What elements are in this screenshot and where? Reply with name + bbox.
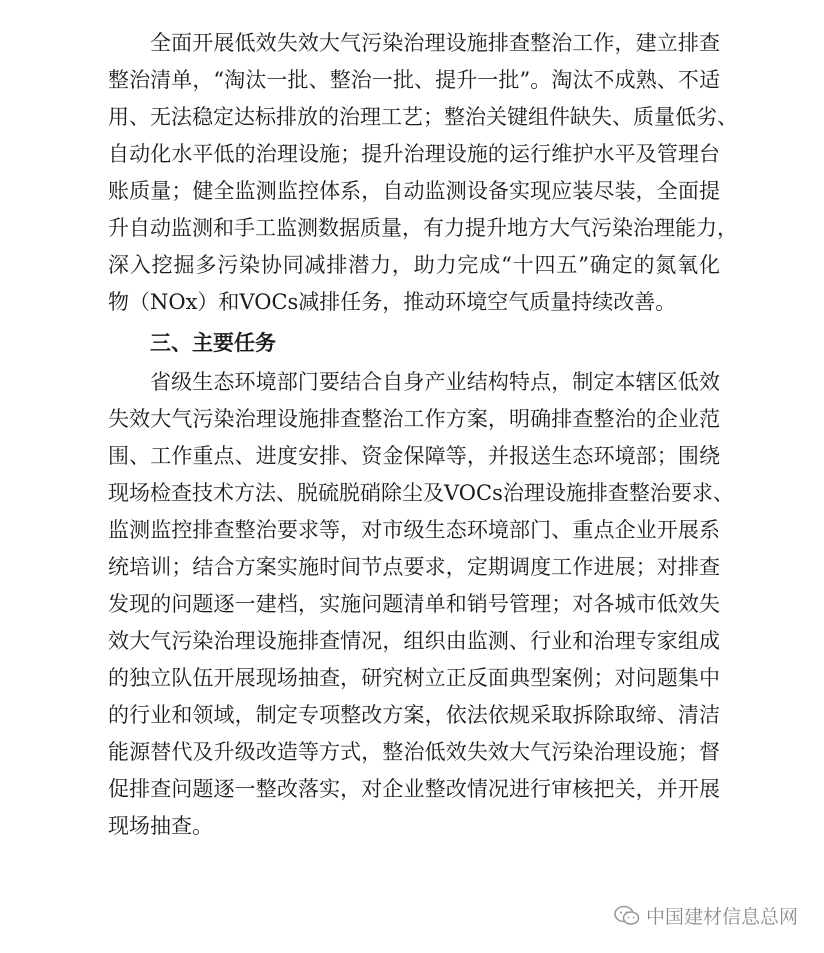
paragraph-line: 自动化水平低的治理设施；提升治理设施的运行维护水平及管理台 [108, 142, 720, 166]
paragraph-line: 发现的问题逐一建档，实施问题清单和销号管理；对各城市低效失 [108, 592, 720, 616]
paragraph-line: 现场检查技术方法、脱硫脱硝除尘及VOCs治理设施排查整治要求、 [108, 481, 734, 505]
paragraph-line: 现场抽查。 [108, 814, 213, 838]
paragraph-line: 失效大气污染治理设施排查整治工作方案，明确排查整治的企业范 [108, 407, 720, 431]
paragraph-line: 的独立队伍开展现场抽查，研究树立正反面典型案例；对问题集中 [108, 666, 720, 690]
paragraph-line: 统培训；结合方案实施时间节点要求，定期调度工作进展；对排查 [108, 555, 720, 579]
paragraph-line: 促排查问题逐一整改落实，对企业整改情况进行审核把关，并开展 [108, 777, 720, 801]
paragraph-line: 的行业和领域，制定专项整改方案，依法依规采取拆除取缔、清洁 [108, 703, 720, 727]
paragraph-line: 整治清单，“淘汰一批、整治一批、提升一批”。淘汰不成熟、不适 [108, 68, 720, 92]
paragraph-line: 用、无法稳定达标排放的治理工艺；整治关键组件缺失、质量低劣、 [108, 105, 738, 129]
paragraph-line: 围、工作重点、进度安排、资金保障等，并报送生态环境部；围绕 [108, 444, 720, 468]
paragraph-line: 深入挖掘多污染协同减排潜力，助力完成“十四五”确定的氮氧化 [108, 253, 720, 277]
paragraph-line: 效大气污染治理设施排查情况，组织由监测、行业和治理专家组成 [108, 629, 720, 653]
wechat-icon [614, 905, 640, 927]
paragraph-line: 全面开展低效失效大气污染治理设施排查整治工作，建立排查 [150, 31, 720, 55]
paragraph-line: 监测监控排查整治要求等，对市级生态环境部门、重点企业开展系 [108, 518, 720, 542]
paragraph-line: 账质量；健全监测监控体系，自动监测设备实现应装尽装，全面提 [108, 179, 720, 203]
section-heading: 三、主要任务 [150, 331, 276, 355]
paragraph-line: 能源替代及升级改造等方式，整治低效失效大气污染治理设施；督 [108, 740, 720, 764]
paragraph-line: 升自动监测和手工监测数据质量，有力提升地方大气污染治理能力， [108, 216, 738, 240]
watermark [614, 902, 798, 929]
paragraph-line: 省级生态环境部门要结合自身产业结构特点，制定本辖区低效 [150, 370, 720, 394]
paragraph-line: 物（NOx）和VOCs减排任务，推动环境空气质量持续改善。 [108, 290, 677, 314]
watermark-text: 中国建材信息总网 [645, 906, 798, 928]
